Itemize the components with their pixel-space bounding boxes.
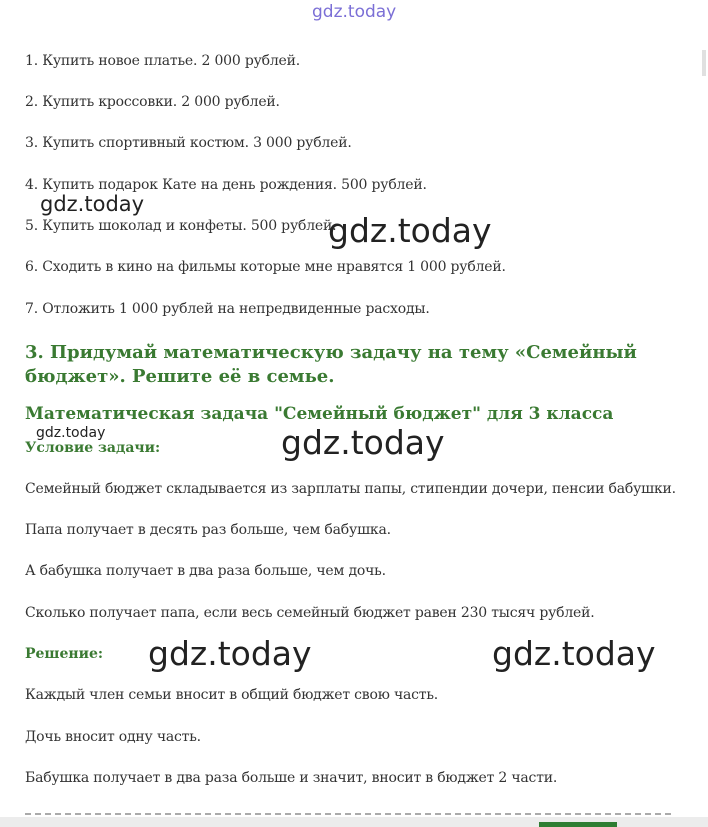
- watermark: gdz.today: [328, 211, 492, 250]
- watermark: gdz.today: [281, 423, 445, 462]
- solution-line: Бабушка получает в два раза больше и значит, вносит в бюджет 2 части.: [25, 770, 558, 786]
- list-item: 4. Купить подарок Кате на день рождения. 500 рублей.: [25, 177, 427, 193]
- cut-off-next-line: [25, 806, 675, 816]
- list-item: 6. Сходить в кино на фильмы которые мне нравятся 1 000 рублей.: [25, 259, 506, 275]
- scrollbar-thumb[interactable]: [702, 50, 706, 76]
- list-item: 7. Отложить 1 000 рублей на непредвиденные расходы.: [25, 301, 430, 317]
- condition-line: Семейный бюджет складывается из зарплаты папы, стипендии дочери, пенсии бабушки.: [25, 481, 676, 497]
- solution-label: Решение:: [25, 646, 104, 662]
- watermark-top: gdz.today: [312, 2, 397, 22]
- condition-line: А бабушка получает в два раза больше, чем дочь.: [25, 563, 386, 579]
- bottom-accent: [539, 822, 617, 827]
- watermark: gdz.today: [492, 634, 656, 673]
- condition-line: Сколько получает папа, если весь семейный бюджет равен 230 тысяч рублей.: [25, 605, 595, 621]
- watermark: gdz.today: [148, 634, 312, 673]
- list-item: 5. Купить шоколад и конфеты. 500 рублей.: [25, 218, 337, 234]
- list-item: 2. Купить кроссовки. 2 000 рублей.: [25, 94, 280, 110]
- watermark: gdz.today: [36, 425, 106, 441]
- condition-label: Условие задачи:: [25, 440, 161, 456]
- task-heading: 3. Придумай математическую задачу на тему «Семейный бюджет». Решите её в семье.: [25, 342, 637, 387]
- problem-heading: Математическая задача "Семейный бюджет" для 3 класса: [25, 404, 614, 424]
- list-item: 3. Купить спортивный костюм. 3 000 рублей.: [25, 135, 352, 151]
- cut-off-previous-line: [25, 0, 325, 6]
- list-item: 1. Купить новое платье. 2 000 рублей.: [25, 53, 301, 69]
- watermark: gdz.today: [40, 192, 145, 216]
- solution-line: Каждый член семьи вносит в общий бюджет свою часть.: [25, 687, 439, 703]
- condition-line: Папа получает в десять раз больше, чем бабушка.: [25, 522, 391, 538]
- solution-line: Дочь вносит одну часть.: [25, 729, 201, 745]
